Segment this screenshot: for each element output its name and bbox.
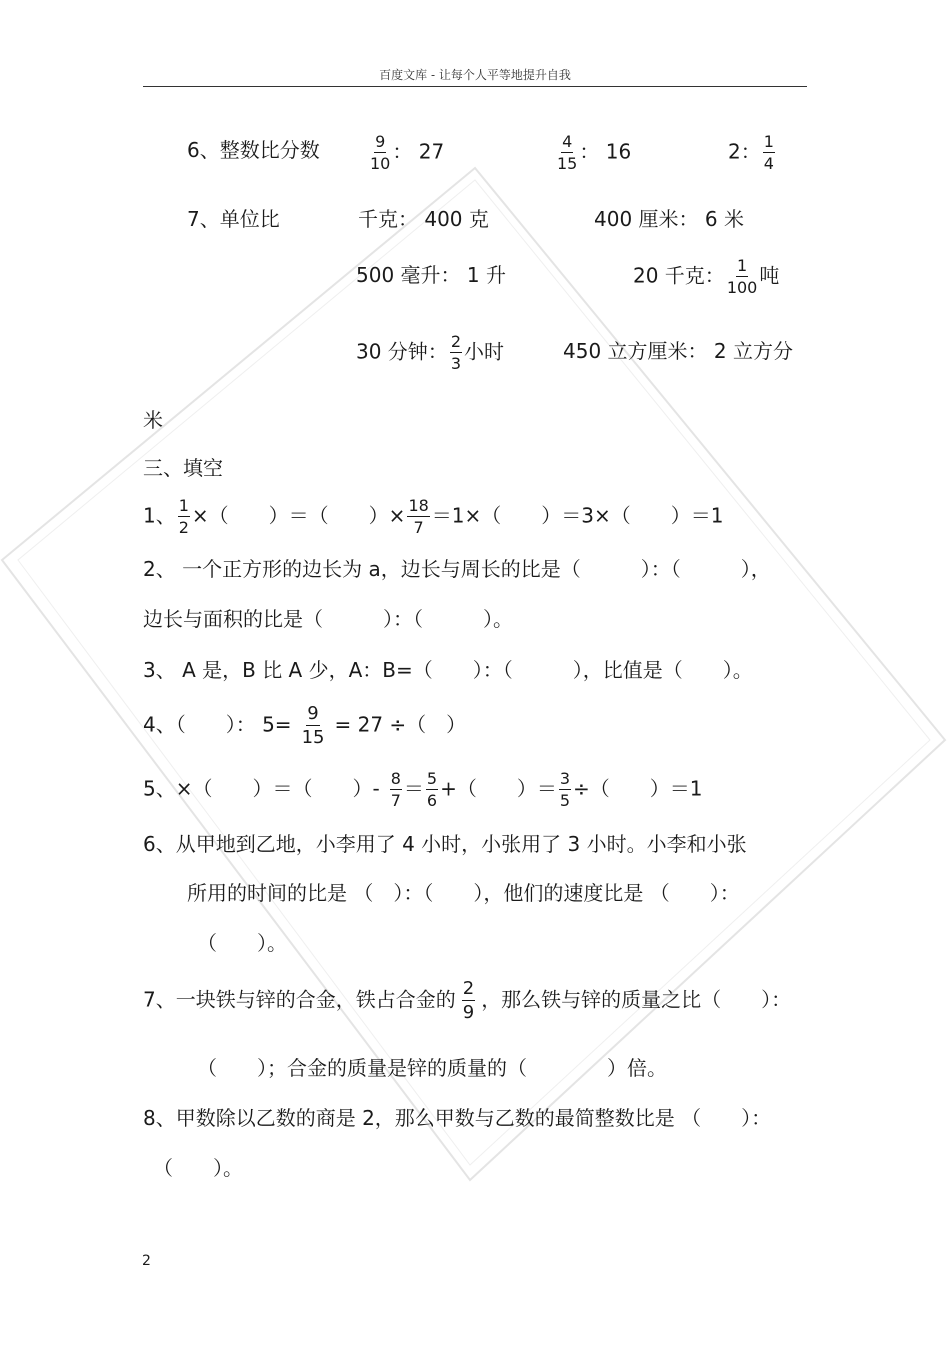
fraction: $\frac{5}{6}$: [426, 769, 438, 810]
s6-ratio-3: 2： $\frac{1}{4}$: [728, 132, 774, 173]
page-number: 2: [142, 1253, 151, 1269]
fraction: $\frac{9}{15}$: [301, 703, 325, 748]
fraction: $\frac{1}{100}$: [726, 256, 758, 297]
question-8-line-2: （ ）。: [153, 1156, 243, 1180]
fraction: $\frac{2}{9}$: [462, 978, 475, 1023]
question-7-line-2: （ ）；合金的质量是锌的质量的（ ）倍。: [197, 1056, 667, 1080]
fraction: $\frac{3}{5}$: [559, 769, 571, 810]
question-1: 1、 $\frac{1}{2}$ ×（ ）＝（ ）× $\frac{18}{7}$ ＝1×（ ）＝3×（ ）＝1: [143, 496, 724, 537]
question-8-line-1: 8、甲数除以乙数的商是 2，那么甲数与乙数的最简整数比是 （ ）：: [143, 1106, 772, 1130]
section-title: 三、填空: [143, 456, 223, 480]
s7-item-e: 30 分钟： $\frac{2}{3}$ 小时: [356, 332, 504, 373]
question-7-line-1: 7、一块铁与锌的合金，铁占合金的 $\frac{2}{9}$ ，那么铁与锌的质量之比（ ）：: [143, 978, 792, 1023]
s7-item-d: 20 千克： $\frac{1}{100}$ 吨: [633, 256, 780, 297]
page-header: 百度文库 - 让每个人平等地提升自我: [379, 68, 571, 82]
s6-ratio-1: $\frac{9}{10}$ ： 27: [370, 132, 445, 173]
s7-item-f: 450 立方厘米： 2 立方分: [563, 339, 793, 363]
question-6-line-3: （ ）。: [197, 931, 287, 955]
question-5: 5、×（ ）＝（ ）- $\frac{8}{7}$ ＝ $\frac{5}{6}$ +（ ）＝ $\frac{3}{5}$ ÷（ ）＝1: [143, 769, 703, 810]
question-6-line-2: 所用的时间的比是 （ ）：（ ），他们的速度比是 （ ）：: [187, 881, 740, 905]
question-2-line-1: 2、 一个正方形的边长为 a，边长与周长的比是（ ）：（ ），: [143, 557, 771, 581]
s7-item-b: 400 厘米： 6 米: [594, 207, 744, 231]
header-rule: [143, 86, 807, 87]
s6-label: 6、整数比分数: [187, 138, 320, 162]
fraction: $\frac{1}{2}$: [178, 496, 189, 537]
fraction: $\frac{8}{7}$: [390, 769, 401, 810]
fraction: $\frac{9}{10}$: [370, 132, 391, 173]
fraction: $\frac{4}{15}$: [557, 132, 578, 173]
question-4: 4、（ ）： 5= $\frac{9}{15}$ = 27 ÷（ ）: [143, 703, 467, 748]
question-2-line-2: 边长与面积的比是（ ）：（ ）。: [143, 607, 513, 631]
s7-item-f-wrap: 米: [143, 408, 163, 432]
fraction: $\frac{18}{7}$: [408, 496, 429, 537]
s7-item-a: 千克： 400 克: [358, 207, 489, 231]
fraction: $\frac{1}{4}$: [763, 132, 774, 173]
question-3: 3、 A 是，B 比 A 少，A：B=（ ）：（ ），比值是（ ）。: [143, 658, 753, 682]
fraction: $\frac{2}{3}$: [450, 332, 461, 373]
question-6-line-1: 6、从甲地到乙地，小李用了 4 小时，小张用了 3 小时。小李和小张: [143, 832, 747, 856]
s7-item-c: 500 毫升： 1 升: [356, 263, 506, 287]
s6-ratio-2: $\frac{4}{15}$ ： 16: [557, 132, 632, 173]
s7-label: 7、单位比: [187, 207, 280, 231]
